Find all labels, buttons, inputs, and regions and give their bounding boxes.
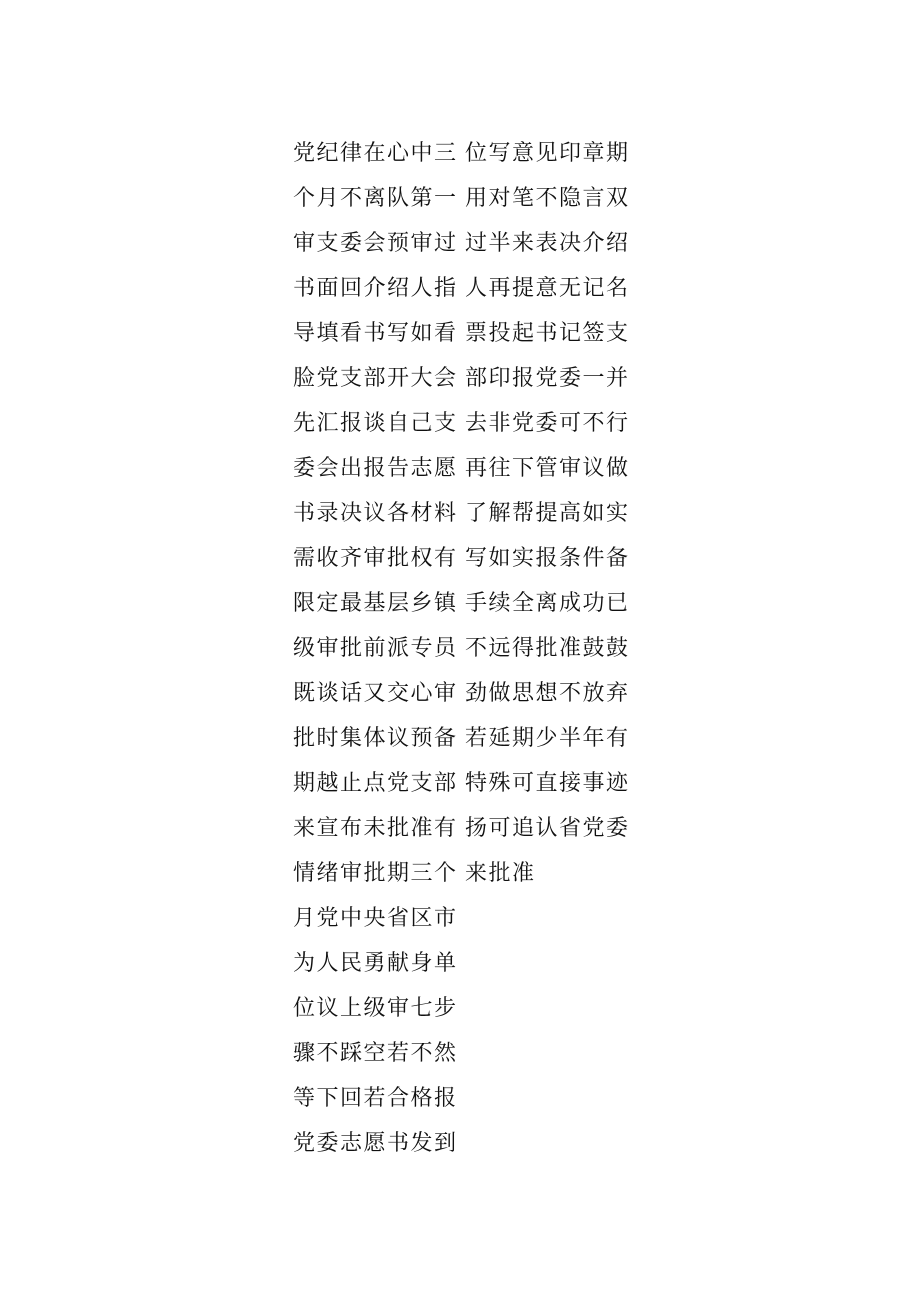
text-line: 手续全离成功已 <box>465 591 630 616</box>
text-line: 情绪审批期三个 <box>293 861 458 886</box>
text-line: 既谈话又交心审 <box>293 681 458 706</box>
text-line: 来批准 <box>465 861 536 886</box>
text-line: 再往下管审议做 <box>465 456 630 481</box>
text-line: 写如实报条件备 <box>465 546 630 571</box>
text-line: 若延期少半年有 <box>465 726 630 751</box>
text-line: 去非党委可不行 <box>465 411 630 436</box>
text-line: 位写意见印章期 <box>465 141 630 166</box>
text-line: 过半来表决介绍 <box>465 231 630 256</box>
text-line: 骤不踩空若不然 <box>293 1041 458 1066</box>
text-line: 为人民勇献身单 <box>293 951 458 976</box>
text-line: 劲做思想不放弃 <box>465 681 630 706</box>
left-text-column <box>293 131 473 1166</box>
text-line: 期越止点党支部 <box>293 771 458 796</box>
text-line: 不远得批准鼓鼓 <box>465 636 630 661</box>
text-line: 先汇报谈自己支 <box>293 411 458 436</box>
text-line: 需收齐审批权有 <box>293 546 458 571</box>
text-line: 限定最基层乡镇 <box>293 591 458 616</box>
text-line: 书面回介绍人指 <box>293 276 458 301</box>
text-line: 党委志愿书发到 <box>293 1131 458 1156</box>
text-line: 书录决议各材料 <box>293 501 458 526</box>
text-line: 脸党支部开大会 <box>293 366 458 391</box>
text-line: 扬可追认省党委 <box>465 816 630 841</box>
text-line: 导填看书写如看 <box>293 321 458 346</box>
text-line: 委会出报告志愿 <box>293 456 458 481</box>
right-text-column <box>465 131 645 896</box>
text-line: 人再提意无记名 <box>465 276 630 301</box>
text-line: 级审批前派专员 <box>293 636 458 661</box>
text-line: 批时集体议预备 <box>293 726 458 751</box>
text-line: 用对笔不隐言双 <box>465 186 630 211</box>
text-line: 票投起书记签支 <box>465 321 630 346</box>
text-line: 党纪律在心中三 <box>293 141 458 166</box>
text-line: 部印报党委一并 <box>465 366 630 391</box>
text-line: 了解帮提高如实 <box>465 501 630 526</box>
text-line: 等下回若合格报 <box>293 1086 458 1111</box>
text-line: 来宣布未批准有 <box>293 816 458 841</box>
text-line: 月党中央省区市 <box>293 906 458 931</box>
text-line: 位议上级审七步 <box>293 996 458 1021</box>
text-line: 特殊可直接事迹 <box>465 771 630 796</box>
text-line: 审支委会预审过 <box>293 231 458 256</box>
text-line: 个月不离队第一 <box>293 186 458 211</box>
